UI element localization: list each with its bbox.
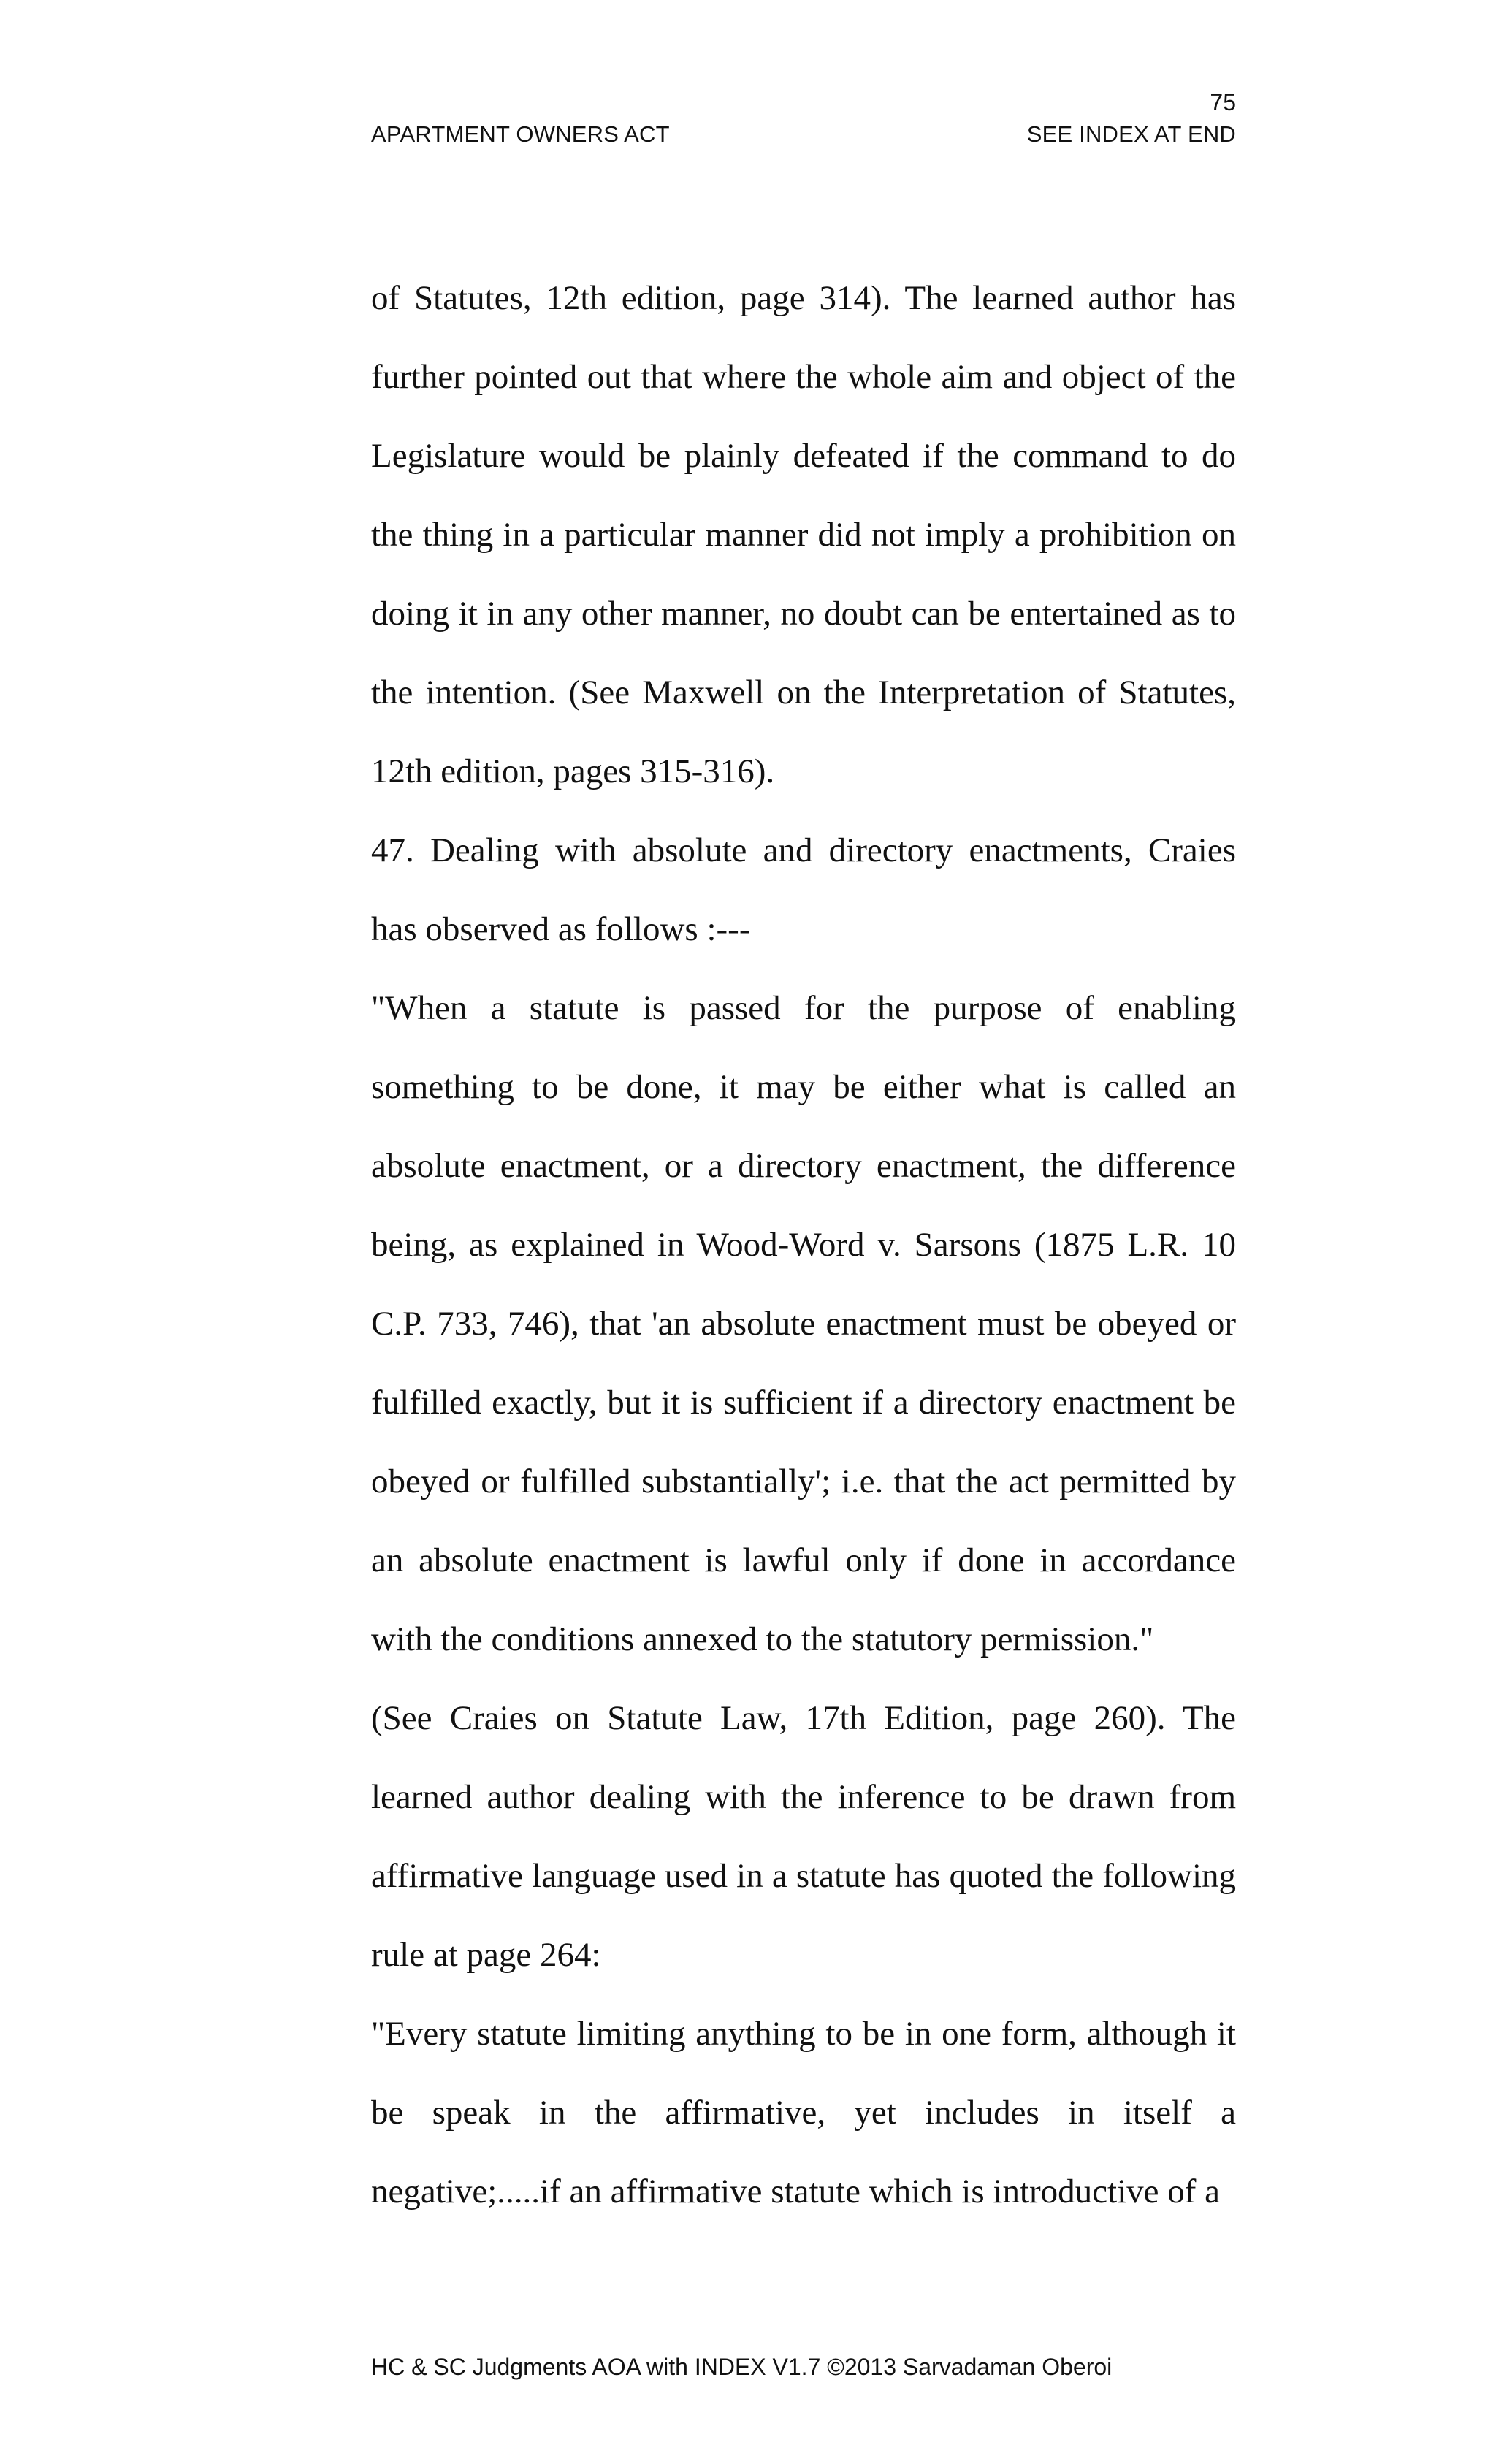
page-number: 75 (1210, 89, 1236, 115)
paragraph-47: 47. Dealing with absolute and directory enactments, Craies has observed as follows :--- (371, 831, 1236, 948)
paragraph-craies-citation: (See Craies on Statute Law, 17th Edition, page 260). The learned author dealing with the inference to be drawn from affirmative language used in a statute has quoted the following rule at page 264: (371, 1699, 1236, 1974)
body-text (371, 259, 1236, 2231)
header-index-note: SEE INDEX AT END (1026, 121, 1236, 147)
page-footer: HC & SC Judgments AOA with INDEX V1.7 ©2013 Sarvadaman Oberoi (371, 2354, 1113, 2380)
quote-absolute-directory: "When a statute is passed for the purpose of enabling something to be done, it may be either what is called an absolute enactment, or a directory enactment, the difference being, as explained in Wood-Word v. Sarsons (1875 L.R. 10 C.P. 733, 746), that 'an absolute enactment must be obeyed or fulfilled exactly, but it is sufficient if a directory enactment be obeyed or fulfilled substantially'; i.e. that the act permitted by an absolute enactment is lawful only if done in accordance with the conditions annexed to the statutory permission." (371, 989, 1236, 1658)
paragraph-maxwell-continuation: of Statutes, 12th edition, page 314). The learned author has further pointed out that where the whole aim and object of the Legislature would be plainly defeated if the command to do the thing in a particular manner did not imply a prohibition on doing it in any other manner, no doubt can be entertained as to the intention. (See Maxwell on the Interpretation of Statutes, 12th edition, pages 315-316). (371, 279, 1236, 790)
header-title: APARTMENT OWNERS ACT (371, 121, 670, 147)
running-header (371, 121, 1236, 148)
quote-affirmative-statute: "Every statute limiting anything to be in one form, although it be speak in the affirmative, yet includes in itself a negative;.....if an affirmative statute which is introductive of a (371, 2015, 1236, 2211)
